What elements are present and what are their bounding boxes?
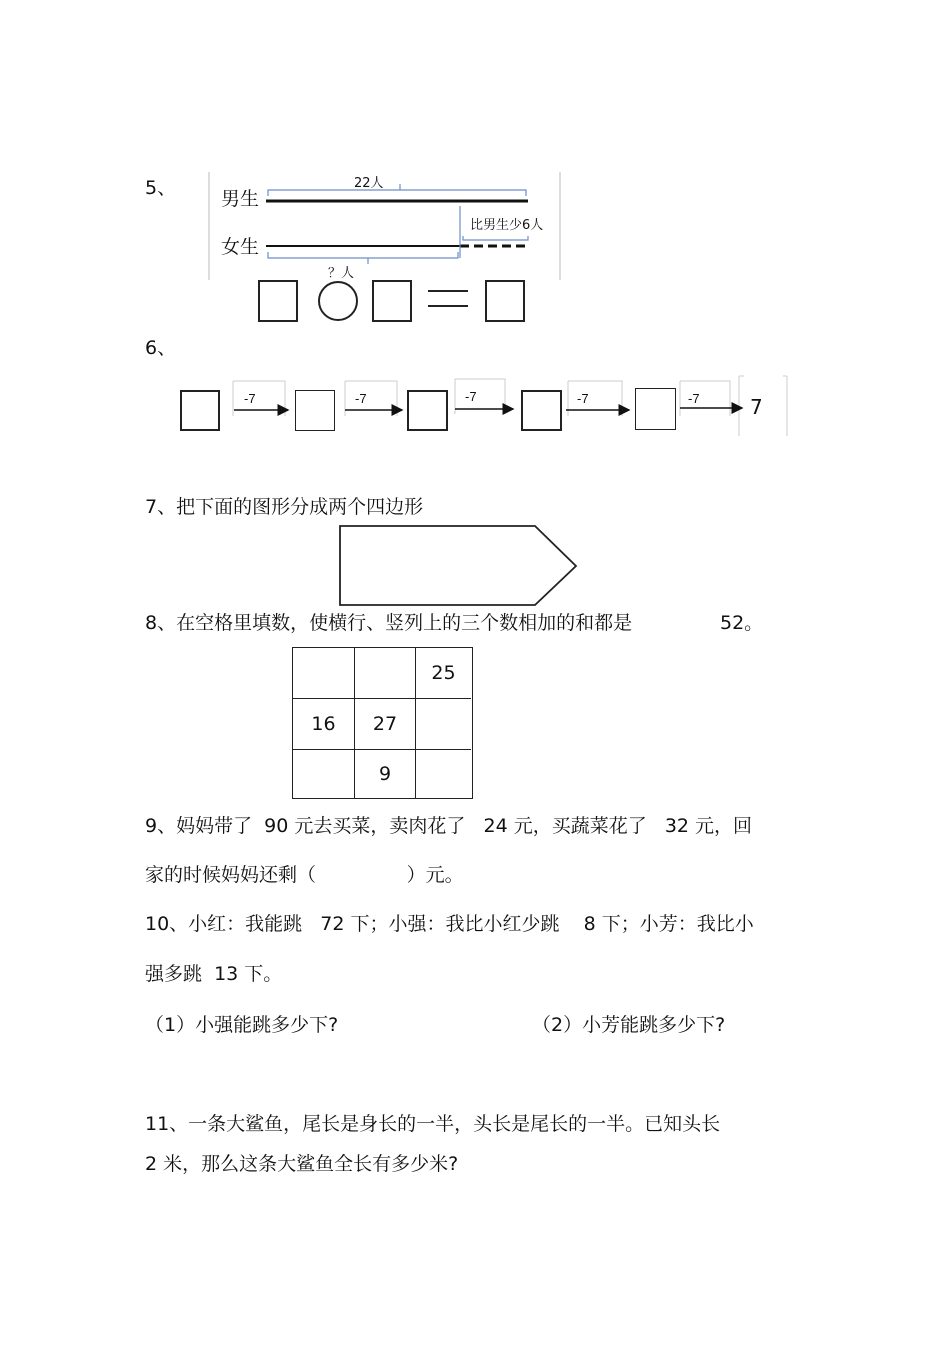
step-label: -7 bbox=[465, 389, 477, 404]
q9-line2: 家的时候妈妈还剩（ ）元。 bbox=[145, 864, 464, 886]
q5-number: 5、 bbox=[145, 177, 177, 199]
q10-sub1: （1）小强能跳多少下? bbox=[145, 1014, 339, 1036]
q10-sub2: （2）小芳能跳多少下? bbox=[532, 1014, 726, 1036]
grid-cell[interactable] bbox=[355, 648, 416, 699]
difference-label: 比男生少6人 bbox=[470, 218, 544, 233]
step-label: -7 bbox=[244, 391, 256, 406]
chain-arrows bbox=[0, 0, 950, 450]
q10-line1: 10、小红：我能跳 72 下；小强：我比小红少跳 8 下；小芳：我比小 bbox=[145, 913, 754, 935]
final-value: 7 bbox=[750, 395, 763, 419]
q8-text: 8、在空格里填数，使横行、竖列上的三个数相加的和都是 bbox=[145, 612, 633, 634]
step-label: -7 bbox=[355, 391, 367, 406]
grid-cell[interactable] bbox=[293, 750, 355, 798]
grid-cell: 16 bbox=[293, 699, 355, 750]
boys-label: 男生 bbox=[221, 188, 260, 210]
q8-sum: 52。 bbox=[720, 612, 764, 634]
q11-line2: 2 米，那么这条大鲨鱼全长有多少米? bbox=[145, 1153, 459, 1175]
q7-text: 7、把下面的图形分成两个四边形 bbox=[145, 496, 424, 518]
number-grid bbox=[292, 647, 473, 799]
step-label: -7 bbox=[577, 391, 589, 406]
grid-cell: 27 bbox=[355, 699, 416, 750]
grid-cell[interactable] bbox=[293, 648, 355, 699]
girls-count-label: ？人 bbox=[328, 266, 355, 281]
q9-line1: 9、妈妈带了 90 元去买菜，卖肉花了 24 元，买蔬菜花了 32 元，回 bbox=[145, 815, 753, 837]
grid-cell: 9 bbox=[355, 750, 416, 798]
boys-count-label: 22人 bbox=[354, 176, 384, 191]
q11-line1: 11、一条大鲨鱼，尾长是身长的一半，头长是尾长的一半。已知头长 bbox=[145, 1113, 721, 1135]
q10-line2: 强多跳 13 下。 bbox=[145, 963, 283, 985]
grid-cell: 25 bbox=[416, 648, 471, 699]
step-label: -7 bbox=[688, 391, 700, 406]
q6-number: 6、 bbox=[145, 337, 177, 359]
girls-label: 女生 bbox=[221, 236, 260, 258]
grid-cell[interactable] bbox=[416, 750, 471, 798]
pentagon-shape bbox=[338, 524, 580, 608]
grid-cell[interactable] bbox=[416, 699, 471, 750]
